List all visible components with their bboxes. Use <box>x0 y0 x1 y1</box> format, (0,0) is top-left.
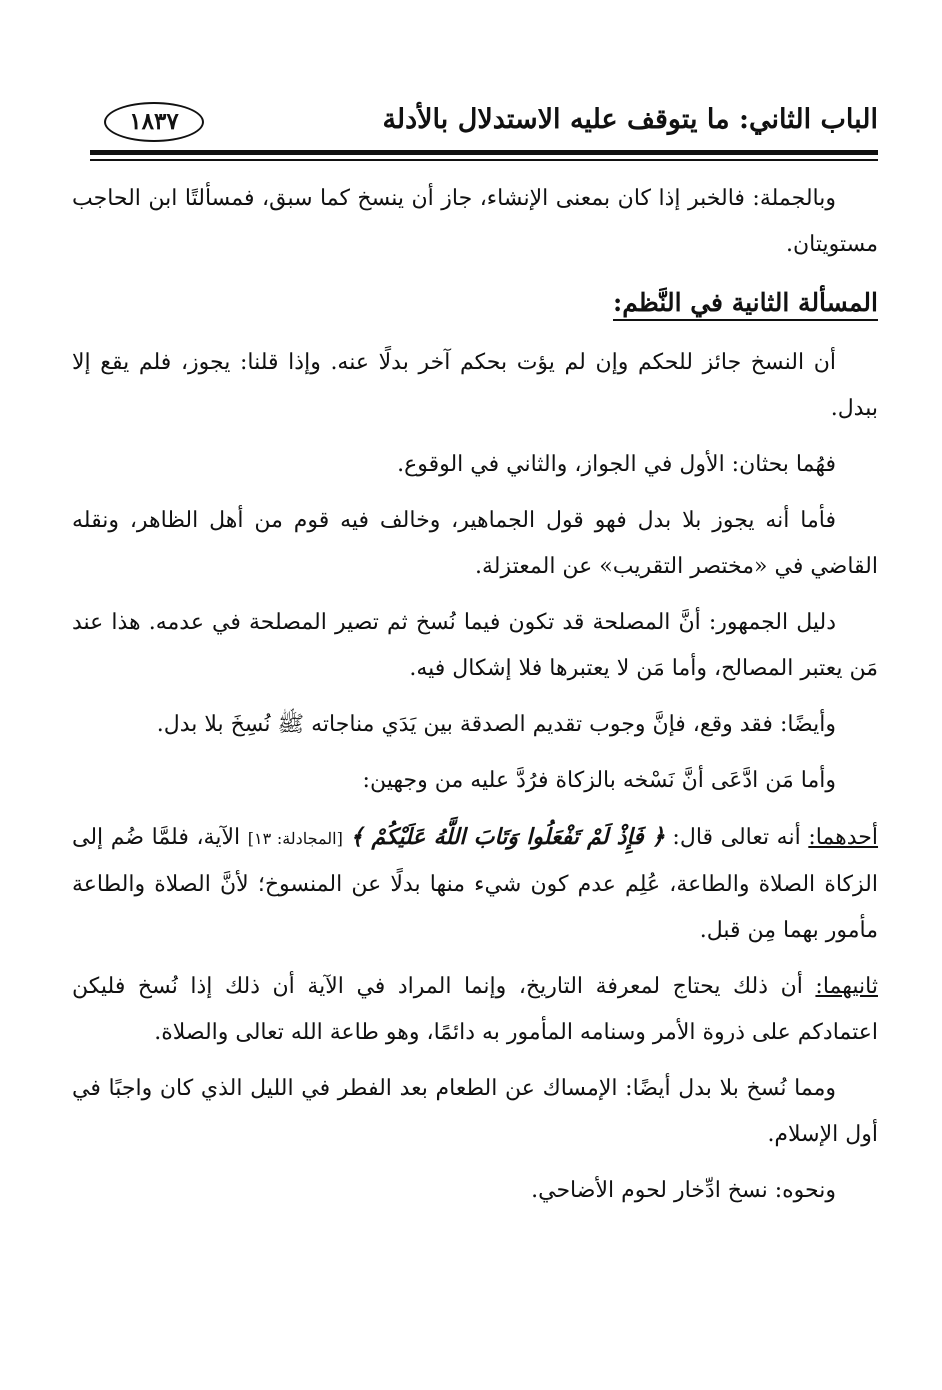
page-header <box>88 100 878 152</box>
paragraph-8 <box>72 814 878 954</box>
section-heading-text: المسألة الثانية في النَّظم: <box>613 288 878 321</box>
second-reason-text: أن ذلك يحتاج لمعرفة التاريخ، وإنما المراد في الآية أن ذلك إذا نُسخ فليكن اعتمادكم على ذروة الأمر وسنامه المأمور به دائمًا، وهو طاعة الله تعالى والصلاة. <box>72 974 878 1045</box>
paragraph-5: دليل الجمهور: أنَّ المصلحة قد تكون فيما نُسخ ثم تصير المصلحة في عدمه. هذا عند مَن يعتبر المصالح، وأما مَن لا يعتبرها فلا إشكال فيه. <box>72 610 878 681</box>
first-reason-intro: أنه تعالى قال: <box>672 825 801 850</box>
paragraph-11: ونحوه: نسخ ادِّخار لحوم الأضاحي. <box>531 1178 836 1203</box>
paragraph-2: أن النسخ جائز للحكم وإن لم يؤت بحكم آخر بدلًا عنه. وإذا قلنا: يجوز، فلم يقع إلا ببدل. <box>72 350 878 421</box>
first-reason-text: الآية، فلمَّا ضُم إلى الزكاة الصلاة والطاعة، عُلِم عدم كون شيء منها بدلًا عن المنسوخ؛ لأنَّ الصلاة والطاعة مأمور بهما مِن قبل. <box>72 825 878 943</box>
paragraph-9 <box>72 964 878 1056</box>
quran-verse: ﴿ فَإِذْ لَمْ تَفْعَلُوا وَتَابَ اللَّهُ عَلَيْكُمْ ﴾ <box>350 824 665 850</box>
paragraph-10: ومما نُسخ بلا بدل أيضًا: الإمساك عن الطعام بعد الفطر في الليل الذي كان واجبًا في أول الإسلام. <box>72 1076 878 1147</box>
verse-reference: [المجادلة: ١٣] <box>247 829 343 848</box>
page-number: ١٨٣٧ <box>104 102 204 142</box>
paragraph-7: وأما مَن ادَّعَى أنَّ نَسْخه بالزكاة فرُدَّ عليه من وجهين: <box>362 768 836 793</box>
running-title: الباب الثاني: ما يتوقف عليه الاستدلال بالأدلة <box>382 104 878 135</box>
section-heading <box>72 280 878 326</box>
paragraph-3: فهُما بحثان: الأول في الجواز، والثاني في الوقوع. <box>397 452 836 477</box>
first-reason-label: أحدهما: <box>808 825 879 850</box>
body-text <box>72 176 878 1224</box>
header-rule-thin <box>90 159 878 161</box>
paragraph-4: فأما أنه يجوز بلا بدل فهو قول الجماهير، وخالف فيه قوم من أهل الظاهر، ونقله القاضي في «مختصر التقريب» عن المعتزلة. <box>72 508 878 579</box>
paragraph-6: وأيضًا: فقد وقع، فإنَّ وجوب تقديم الصدقة بين يَدَي مناجاته ﷺ نُسِخَ بلا بدل. <box>156 712 836 737</box>
header-rule-thick <box>90 150 878 155</box>
paragraph-1: وبالجملة: فالخبر إذا كان بمعنى الإنشاء، جاز أن ينسخ كما سبق، فمسألتًا ابن الحاجب مستويتان. <box>72 186 878 257</box>
second-reason-label: ثانيهما: <box>815 974 878 999</box>
